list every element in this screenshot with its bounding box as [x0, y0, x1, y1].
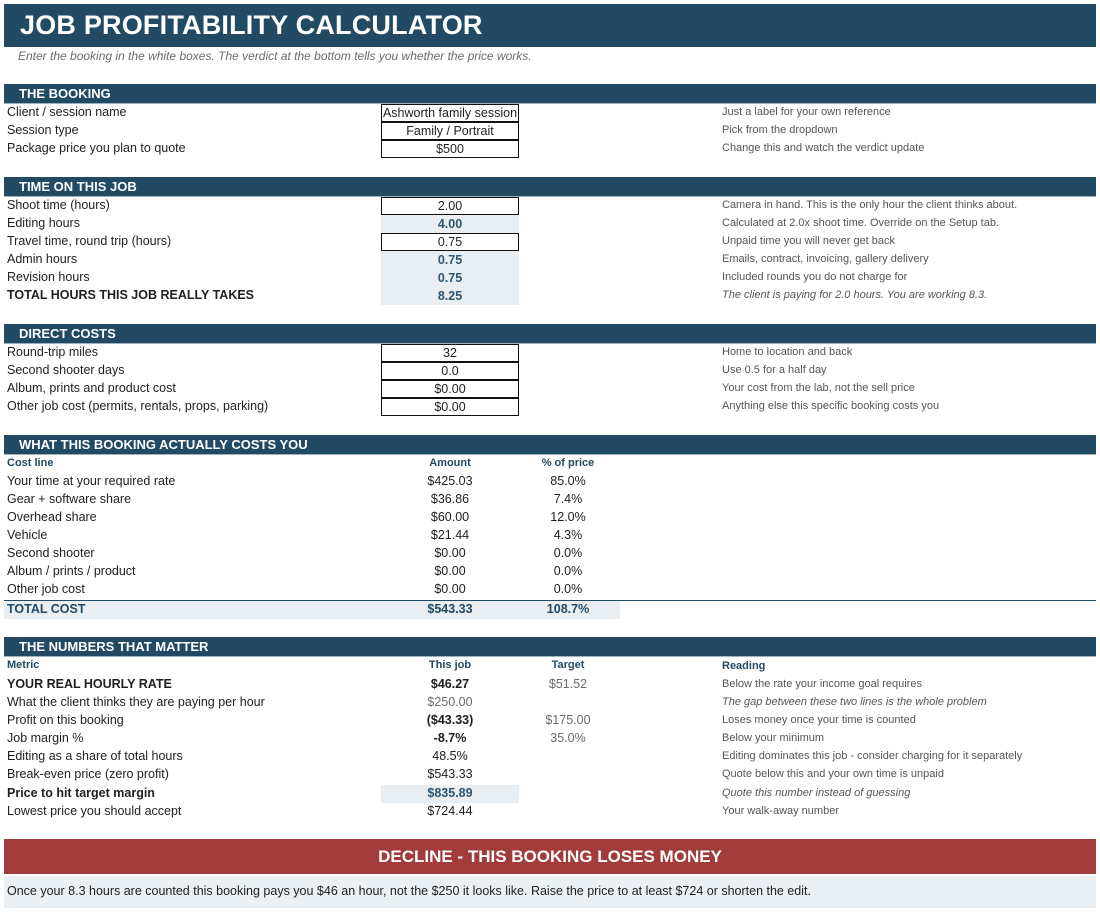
row-this-job: $724.44 [427, 804, 473, 818]
row-reading: Quote this number instead of guessing [722, 787, 911, 799]
row-hint: Included rounds you do not charge for [722, 271, 908, 283]
row-this-job: $250.00 [427, 695, 473, 709]
row-pct: 0.0% [553, 582, 583, 596]
row-hint: Just a label for your own reference [722, 106, 891, 118]
total-amount: $543.33 [427, 602, 473, 616]
client-name-input[interactable]: Ashworth family session [382, 106, 518, 120]
cost-row-album [4, 380, 1096, 398]
page-title: JOB PROFITABILITY CALCULATOR [4, 4, 1096, 47]
row-hint: Use 0.5 for a half day [722, 364, 827, 376]
row-label: Round-trip miles [7, 345, 99, 359]
breakdown-row [4, 563, 1096, 581]
row-this-job: $835.89 [427, 786, 473, 800]
row-this-job: ($43.33) [426, 713, 474, 727]
row-hint: Your cost from the lab, not the sell price [722, 382, 915, 394]
row-hint: Pick from the dropdown [722, 124, 838, 136]
metric-row [4, 785, 1096, 803]
col-header-pct: % of price [541, 457, 595, 469]
row-label: Gear + software share [7, 492, 132, 506]
row-amount: $21.44 [430, 528, 470, 542]
session-type-dropdown[interactable]: Family / Portrait [381, 122, 519, 140]
row-amount: $0.00 [434, 582, 466, 596]
row-label: Lowest price you should accept [7, 804, 182, 818]
row-target: 35.0% [550, 731, 586, 745]
row-pct: 4.3% [553, 528, 583, 542]
booking-row-client [4, 104, 1096, 122]
row-label: Overhead share [7, 510, 97, 524]
row-pct: 0.0% [553, 546, 583, 560]
row-hint: The client is paying for 2.0 hours. You are working 8.3. [722, 289, 988, 301]
row-amount: $0.00 [434, 564, 466, 578]
row-label: Break-even price (zero profit) [7, 767, 169, 781]
row-label: Album / prints / product [7, 564, 136, 578]
section-breakdown-heading: WHAT THIS BOOKING ACTUALLY COSTS YOU [4, 435, 1096, 455]
col-header-reading: Reading [722, 660, 766, 672]
row-this-job: -8.7% [433, 731, 467, 745]
row-label: Client / session name [7, 105, 127, 119]
total-label: TOTAL COST [7, 602, 86, 616]
row-reading: Editing dominates this job - consider charging for it separately [722, 750, 1023, 762]
row-label: Revision hours [7, 270, 90, 284]
breakdown-row [4, 491, 1096, 509]
package-price-input[interactable]: $500 [381, 140, 519, 158]
other-cost-input[interactable]: $0.00 [381, 398, 519, 416]
album-cost-input[interactable]: $0.00 [381, 380, 519, 398]
total-pct: 108.7% [546, 602, 590, 616]
col-header-metric: Metric [7, 659, 40, 671]
booking-row-price [4, 140, 1096, 158]
metrics-column-headers [4, 658, 1096, 676]
miles-input[interactable]: 32 [381, 344, 519, 362]
row-pct: 12.0% [550, 510, 586, 524]
time-row-revision [4, 269, 1096, 287]
row-label: Editing hours [7, 216, 80, 230]
section-time-heading: TIME ON THIS JOB [4, 177, 1096, 197]
row-amount: $36.86 [430, 492, 470, 506]
row-label: Price to hit target margin [7, 786, 155, 800]
time-row-editing [4, 215, 1096, 233]
row-hint: Home to location and back [722, 346, 853, 358]
row-label: Profit on this booking [7, 713, 124, 727]
metric-row [4, 676, 1096, 694]
row-hint: Calculated at 2.0x shoot time. Override on the Setup tab. [722, 217, 999, 229]
breakdown-row [4, 545, 1096, 563]
row-reading: The gap between these two lines is the whole problem [722, 696, 987, 708]
metric-row [4, 766, 1096, 784]
row-target: $175.00 [545, 713, 591, 727]
section-booking-heading: THE BOOKING [4, 84, 1096, 104]
breakdown-row [4, 509, 1096, 527]
row-label: Second shooter days [7, 363, 125, 377]
col-header-amount: Amount [429, 457, 471, 469]
row-label: Admin hours [7, 252, 78, 266]
row-label: Other job cost (permits, rentals, props, parking) [7, 399, 269, 413]
breakdown-row [4, 527, 1096, 545]
row-amount: $0.00 [434, 546, 466, 560]
row-pct: 85.0% [550, 474, 586, 488]
revision-hours-value: 0.75 [381, 269, 519, 287]
second-shooter-days-input[interactable]: 0.0 [381, 362, 519, 380]
breakdown-column-headers [4, 456, 1096, 474]
row-reading: Your walk-away number [722, 805, 839, 817]
row-pct: 0.0% [553, 564, 583, 578]
row-target: $51.52 [548, 677, 588, 691]
row-hint: Change this and watch the verdict update [722, 142, 925, 154]
row-pct: 7.4% [553, 492, 583, 506]
row-label: Job margin % [7, 731, 84, 745]
row-label: Album, prints and product cost [7, 381, 176, 395]
verdict-summary: Once your 8.3 hours are counted this booking pays you $46 an hour, not the $250 it looks like. Raise the price to at least $724 or shorten the edit. [4, 876, 1096, 908]
row-reading: Quote below this and your own time is unpaid [722, 768, 944, 780]
row-hint: Anything else this specific booking costs you [722, 400, 940, 412]
row-hint: Unpaid time you will never get back [722, 235, 896, 247]
booking-row-session-type [4, 122, 1096, 140]
time-row-admin [4, 251, 1096, 269]
metric-row [4, 730, 1096, 748]
row-label: Session type [7, 123, 79, 137]
row-reading: Below the rate your income goal requires [722, 678, 922, 690]
row-amount: $425.03 [427, 474, 473, 488]
breakdown-row [4, 473, 1096, 491]
metric-row [4, 803, 1096, 821]
row-label: TOTAL HOURS THIS JOB REALLY TAKES [7, 288, 255, 302]
breakdown-total-row [4, 600, 1096, 618]
metric-row [4, 748, 1096, 766]
section-costs-heading: DIRECT COSTS [4, 324, 1096, 344]
row-label: Travel time, round trip (hours) [7, 234, 172, 248]
row-label: Vehicle [7, 528, 48, 542]
row-reading: Below your minimum [722, 732, 825, 744]
col-header-this-job: This job [428, 659, 472, 671]
time-row-total [4, 287, 1096, 305]
row-label: Other job cost [7, 582, 85, 596]
cost-row-miles [4, 344, 1096, 362]
travel-hours-input[interactable]: 0.75 [381, 233, 519, 251]
editing-hours-value: 4.00 [381, 215, 519, 233]
row-label: Shoot time (hours) [7, 198, 110, 212]
time-row-shoot [4, 197, 1096, 215]
page-subtitle: Enter the booking in the white boxes. The verdict at the bottom tells you whether the price works. [18, 49, 532, 63]
metric-row [4, 694, 1096, 712]
section-metrics-heading: THE NUMBERS THAT MATTER [4, 637, 1096, 657]
row-this-job: $543.33 [427, 767, 473, 781]
row-label: YOUR REAL HOURLY RATE [7, 677, 172, 691]
col-header-target: Target [551, 659, 585, 671]
row-reading: Loses money once your time is counted [722, 714, 916, 726]
total-hours-value: 8.25 [381, 287, 519, 305]
time-row-travel [4, 233, 1096, 251]
cost-row-second-shooter [4, 362, 1096, 380]
verdict-banner: DECLINE - THIS BOOKING LOSES MONEY [4, 839, 1096, 874]
row-label: Your time at your required rate [7, 474, 176, 488]
row-label: Editing as a share of total hours [7, 749, 183, 763]
row-label: Second shooter [7, 546, 95, 560]
row-amount: $60.00 [430, 510, 470, 524]
admin-hours-value: 0.75 [381, 251, 519, 269]
col-header-cost-line: Cost line [7, 457, 54, 469]
metric-row [4, 712, 1096, 730]
row-hint: Emails, contract, invoicing, gallery delivery [722, 253, 929, 265]
row-label: Package price you plan to quote [7, 141, 186, 155]
cost-row-other [4, 398, 1096, 416]
breakdown-row [4, 581, 1096, 599]
row-hint: Camera in hand. This is the only hour the client thinks about. [722, 199, 1018, 211]
row-this-job: $46.27 [430, 677, 470, 691]
shoot-hours-input[interactable]: 2.00 [381, 197, 519, 215]
row-this-job: 48.5% [432, 749, 468, 763]
row-label: What the client thinks they are paying per hour [7, 695, 265, 709]
